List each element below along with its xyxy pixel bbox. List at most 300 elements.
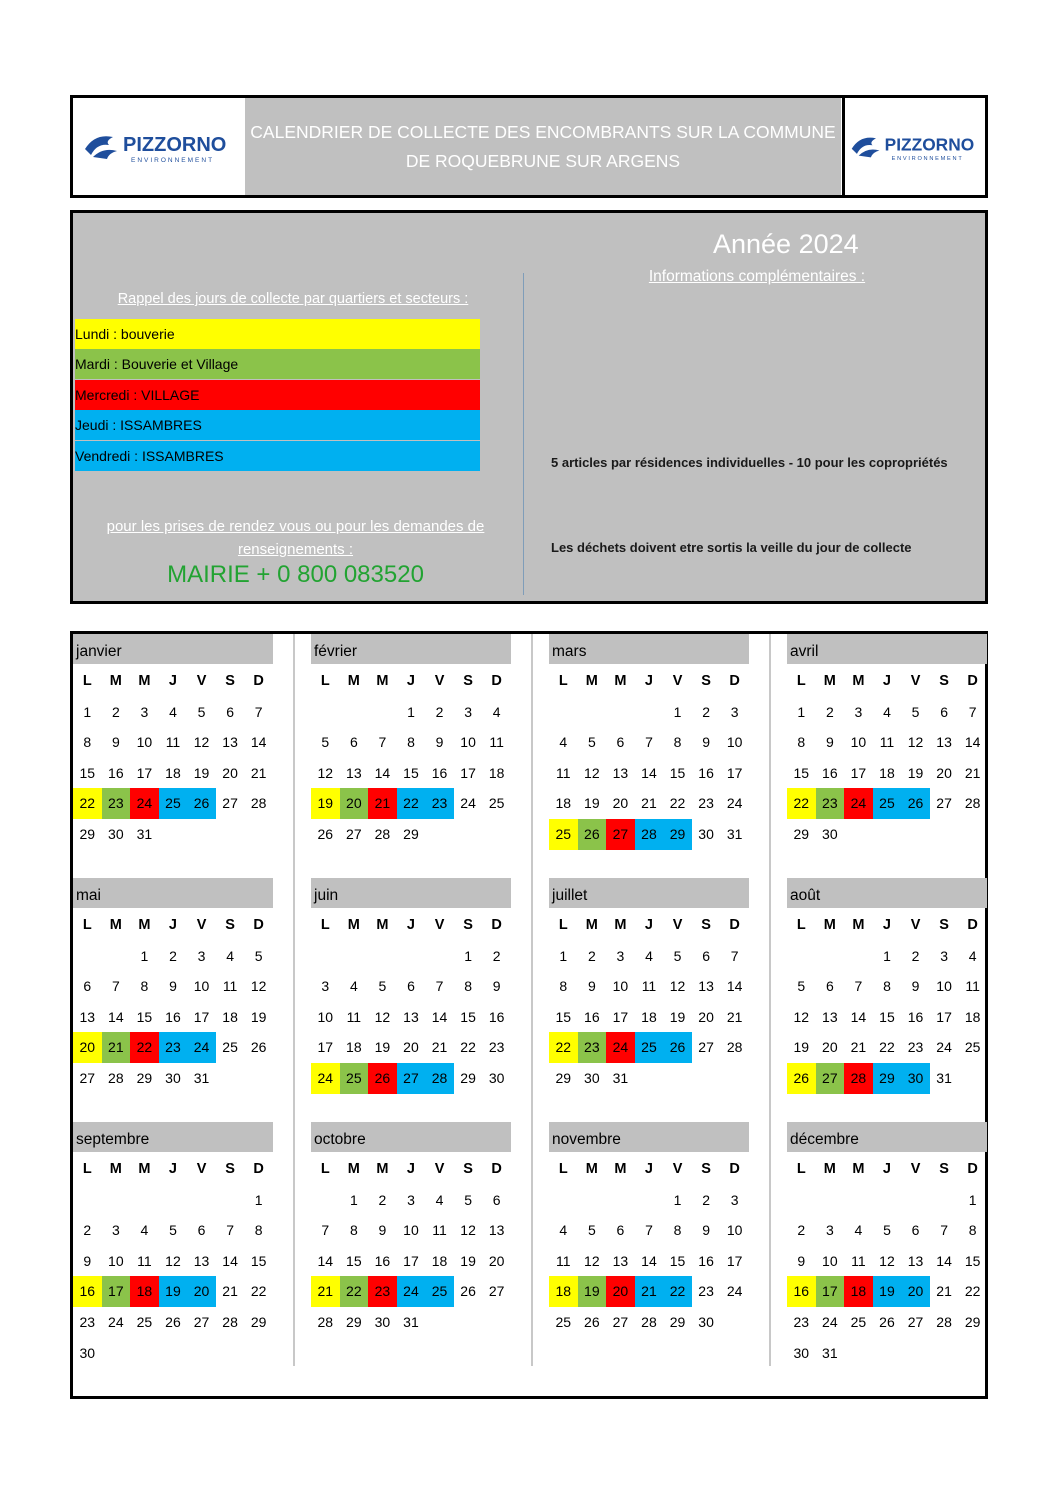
day-cell: 2: [825, 703, 834, 720]
day-cell: 3: [825, 1222, 834, 1239]
weekday-header: [787, 1154, 987, 1185]
day-cell: 1: [140, 947, 149, 964]
day-cell: 3: [321, 978, 330, 995]
empty-day-cell: [901, 1338, 930, 1369]
weekday-label: M: [109, 917, 122, 933]
day-cell: 12: [669, 978, 686, 995]
weekday-label: M: [109, 1161, 122, 1177]
day-cell: 6: [911, 1222, 920, 1239]
day-cell: 5: [254, 947, 263, 964]
day-cell: 17: [193, 1008, 210, 1025]
month-9: [73, 1122, 273, 1368]
day-cell: 30: [374, 1313, 391, 1330]
day-cell: 30: [698, 1313, 714, 1330]
day-cell: 4: [492, 703, 501, 720]
empty-day-cell: [930, 819, 959, 850]
collection-day-cell: 18: [130, 1276, 159, 1307]
day-cell: 3: [940, 947, 948, 964]
day-cell: 1: [464, 947, 472, 964]
logo-text: PIZZORNO: [884, 133, 975, 154]
day-cell: 8: [797, 734, 806, 751]
week-row: [549, 1307, 749, 1338]
week-row: [787, 1063, 987, 1094]
week-row: [73, 1063, 273, 1094]
day-cell: 3: [730, 703, 739, 720]
week-row: [787, 1002, 987, 1033]
weekday-label: V: [434, 1161, 445, 1177]
day-cell: 13: [488, 1222, 505, 1239]
day-cell: 28: [374, 825, 391, 842]
weekday-label: D: [253, 673, 264, 689]
day-cell: 11: [346, 1008, 362, 1025]
day-cell: 31: [403, 1313, 419, 1330]
day-cell: 16: [907, 1008, 924, 1025]
day-cell: 11: [851, 1252, 866, 1269]
month-title: janvier: [73, 634, 273, 664]
empty-day-cell: [130, 1338, 159, 1369]
day-cell: 23: [79, 1313, 96, 1330]
day-cell: 21: [964, 764, 981, 781]
week-row: [311, 697, 511, 728]
collection-day-cell: 23: [159, 1032, 188, 1063]
day-cell: 4: [854, 1222, 863, 1239]
day-cell: 19: [907, 764, 924, 781]
empty-day-cell: [578, 697, 607, 728]
day-cell: 27: [488, 1283, 505, 1300]
day-cell: 10: [136, 734, 153, 751]
day-cell: 14: [317, 1252, 334, 1269]
day-cell: 2: [797, 1222, 806, 1239]
day-cell: 27: [907, 1313, 924, 1330]
empty-day-cell: [187, 819, 216, 850]
week-row: [73, 1215, 273, 1246]
day-cell: 1: [883, 947, 891, 964]
week-row: [311, 941, 511, 972]
day-cell: 26: [250, 1039, 267, 1056]
weekday-label: L: [558, 673, 568, 689]
pizzorno-logo: [842, 98, 985, 195]
day-cell: 28: [250, 795, 267, 812]
weekday-header: [73, 666, 273, 697]
day-cell: 29: [669, 1313, 686, 1330]
week-row: [311, 1215, 511, 1246]
weekday-label: V: [196, 673, 207, 689]
day-cell: 19: [374, 1039, 391, 1056]
month-5: [73, 878, 273, 1094]
week-row: [787, 788, 987, 819]
day-cell: 3: [464, 703, 472, 720]
day-cell: 8: [407, 734, 415, 751]
legend-item: Lundi : bouverie: [75, 319, 480, 349]
day-cell: 14: [374, 764, 391, 781]
collection-day-cell: 20: [340, 788, 369, 819]
day-cell: 13: [193, 1252, 210, 1269]
day-cell: 18: [964, 1008, 981, 1025]
collection-day-cell: 29: [873, 1063, 902, 1094]
day-cell: 17: [936, 1008, 952, 1025]
day-cell: 18: [488, 764, 505, 781]
day-cell: 8: [673, 734, 682, 751]
collection-day-cell: 24: [844, 788, 873, 819]
day-cell: 30: [698, 825, 714, 842]
appointment-text: [73, 515, 518, 561]
week-row: [311, 1032, 511, 1063]
collection-day-cell: 27: [397, 1063, 426, 1094]
day-cell: 6: [349, 734, 358, 751]
day-cell: 13: [698, 978, 714, 995]
day-cell: 15: [669, 1252, 686, 1269]
week-row: [549, 1215, 749, 1246]
day-cell: 28: [317, 1313, 334, 1330]
pizzorno-logo: [73, 98, 243, 195]
weekday-label: M: [585, 917, 598, 933]
day-cell: 7: [730, 947, 739, 964]
empty-day-cell: [311, 1185, 340, 1216]
day-cell: 28: [222, 1313, 238, 1330]
day-cell: 18: [641, 1008, 657, 1025]
day-cell: 16: [698, 1252, 714, 1269]
weekday-label: V: [196, 1161, 207, 1177]
week-row: [311, 1276, 511, 1307]
month-2: [311, 634, 511, 850]
weekday-label: M: [138, 1161, 151, 1177]
weekday-label: M: [823, 1161, 836, 1177]
header: [70, 95, 988, 198]
day-cell: 20: [822, 1039, 838, 1056]
weekday-label: V: [910, 917, 921, 933]
weekday-label: V: [910, 1161, 921, 1177]
day-cell: 31: [822, 1344, 838, 1361]
week-row: [549, 758, 749, 789]
day-cell: 29: [250, 1313, 267, 1330]
appointment-line-2: renseignements :: [237, 541, 354, 558]
collection-day-cell: 25: [635, 1032, 664, 1063]
day-cell: 27: [346, 825, 362, 842]
day-cell: 1: [673, 703, 682, 720]
weekday-label: D: [967, 673, 978, 689]
day-cell: 20: [403, 1039, 419, 1056]
week-row: [787, 758, 987, 789]
day-cell: 14: [936, 1252, 952, 1269]
empty-day-cell: [216, 1185, 245, 1216]
day-cell: 17: [317, 1039, 334, 1056]
weekday-label: D: [729, 917, 740, 933]
week-row: [311, 758, 511, 789]
day-cell: 22: [964, 1283, 981, 1300]
empty-day-cell: [663, 1063, 692, 1094]
day-cell: 7: [854, 978, 863, 995]
weekday-label: D: [491, 1161, 502, 1177]
day-cell: 21: [641, 795, 657, 812]
empty-day-cell: [73, 941, 102, 972]
info-panel: [70, 210, 988, 604]
day-cell: 4: [559, 734, 568, 751]
day-cell: 10: [317, 1008, 334, 1025]
weekday-label: M: [852, 917, 865, 933]
day-cell: 2: [435, 703, 444, 720]
empty-day-cell: [340, 941, 369, 972]
weekday-label: S: [701, 917, 711, 933]
week-row: [549, 1063, 749, 1094]
month-title: octobre: [311, 1122, 511, 1152]
day-cell: 6: [226, 703, 234, 720]
day-cell: 9: [492, 978, 501, 995]
empty-day-cell: [368, 941, 397, 972]
day-cell: 26: [879, 1313, 895, 1330]
day-cell: 21: [431, 1039, 448, 1056]
day-cell: 16: [584, 1008, 600, 1025]
weekday-header: [73, 910, 273, 941]
empty-day-cell: [901, 1185, 930, 1216]
collection-day-cell: 28: [844, 1063, 873, 1094]
day-cell: 15: [346, 1252, 362, 1269]
weekday-label: D: [967, 1161, 978, 1177]
day-cell: 23: [698, 1283, 714, 1300]
day-cell: 18: [346, 1039, 362, 1056]
empty-day-cell: [549, 697, 578, 728]
weekday-label: M: [823, 673, 836, 689]
collection-day-cell: 22: [787, 788, 816, 819]
day-cell: 25: [222, 1039, 238, 1056]
empty-day-cell: [930, 1338, 959, 1369]
month-title: avril: [787, 634, 987, 664]
day-cell: 12: [250, 978, 267, 995]
day-cell: 3: [730, 1191, 739, 1208]
reminder-heading: Rappel des jours de collecte par quartiers et secteurs :: [117, 291, 469, 307]
day-cell: 27: [936, 795, 952, 812]
day-cell: 27: [79, 1069, 96, 1086]
day-cell: 14: [964, 734, 981, 751]
day-cell: 14: [726, 978, 743, 995]
collection-day-cell: 23: [368, 1276, 397, 1307]
day-cell: 3: [111, 1222, 120, 1239]
collection-day-cell: 21: [102, 1032, 131, 1063]
empty-day-cell: [482, 1307, 511, 1338]
day-cell: 2: [83, 1222, 92, 1239]
weekday-label: V: [910, 673, 921, 689]
collection-day-cell: 23: [816, 788, 845, 819]
day-cell: 26: [584, 1313, 600, 1330]
day-cell: 11: [879, 734, 895, 751]
weekday-label: S: [225, 917, 235, 933]
day-cell: 28: [641, 1313, 657, 1330]
day-cell: 12: [584, 764, 600, 781]
weekday-label: L: [320, 673, 330, 689]
day-cell: 1: [797, 703, 806, 720]
day-cell: 9: [169, 978, 177, 995]
collection-day-cell: 18: [844, 1276, 873, 1307]
day-cell: 26: [460, 1283, 476, 1300]
empty-day-cell: [216, 1063, 245, 1094]
day-cell: 31: [726, 825, 743, 842]
logo-subtext: ENVIRONNEMENT: [131, 156, 215, 164]
collection-day-cell: 20: [606, 1276, 635, 1307]
empty-day-cell: [159, 1185, 188, 1216]
day-cell: 8: [883, 978, 891, 995]
day-cell: 17: [850, 764, 867, 781]
day-cell: 24: [936, 1039, 952, 1056]
weekday-label: M: [852, 1161, 865, 1177]
weekday-label: V: [434, 917, 445, 933]
empty-day-cell: [958, 1063, 987, 1094]
weekday-label: M: [347, 673, 360, 689]
weekday-label: L: [558, 1161, 568, 1177]
week-row: [787, 1276, 987, 1307]
collection-day-cell: 24: [187, 1032, 216, 1063]
day-cell: 15: [879, 1008, 895, 1025]
week-row: [73, 1246, 273, 1277]
empty-day-cell: [787, 941, 816, 972]
day-cell: 25: [964, 1039, 981, 1056]
day-cell: 23: [698, 795, 714, 812]
day-cell: 16: [431, 764, 448, 781]
collection-day-cell: 21: [368, 788, 397, 819]
day-cell: 12: [460, 1222, 476, 1239]
weekday-label: L: [796, 1161, 806, 1177]
empty-day-cell: [930, 1185, 959, 1216]
weekday-header: [549, 1154, 749, 1185]
day-cell: 11: [165, 734, 181, 751]
weekday-label: D: [491, 917, 502, 933]
weekday-label: V: [434, 673, 445, 689]
day-cell: 30: [822, 825, 838, 842]
day-cell: 2: [702, 703, 710, 720]
collection-day-cell: 24: [311, 1063, 340, 1094]
collection-day-cell: 21: [635, 1276, 664, 1307]
day-cell: 30: [108, 825, 124, 842]
week-row: [549, 941, 749, 972]
weekday-label: D: [729, 1161, 740, 1177]
day-cell: 23: [907, 1039, 924, 1056]
day-cell: 8: [968, 1222, 977, 1239]
day-cell: 7: [226, 1222, 234, 1239]
day-cell: 8: [464, 978, 472, 995]
week-row: [549, 788, 749, 819]
day-cell: 13: [612, 764, 629, 781]
day-cell: 5: [197, 703, 206, 720]
weekday-label: S: [701, 1161, 711, 1177]
collection-day-cell: 24: [130, 788, 159, 819]
week-row: [787, 1246, 987, 1277]
day-cell: 4: [883, 703, 891, 720]
weekday-label: M: [109, 673, 122, 689]
day-cell: 9: [587, 978, 596, 995]
day-cell: 9: [111, 734, 120, 751]
day-cell: 21: [222, 1283, 238, 1300]
day-cell: 16: [108, 764, 124, 781]
collection-day-cell: 16: [787, 1276, 816, 1307]
week-row: [549, 727, 749, 758]
empty-day-cell: [844, 819, 873, 850]
week-row: [73, 1002, 273, 1033]
collection-day-cell: 19: [578, 1276, 607, 1307]
day-cell: 7: [111, 978, 120, 995]
day-cell: 7: [645, 734, 653, 751]
weekday-label: J: [168, 917, 177, 933]
empty-day-cell: [244, 819, 273, 850]
empty-day-cell: [73, 1185, 102, 1216]
empty-day-cell: [901, 819, 930, 850]
empty-day-cell: [482, 819, 511, 850]
day-cell: 7: [435, 978, 444, 995]
weekday-label: S: [463, 1161, 473, 1177]
week-row: [549, 1276, 749, 1307]
weekday-header: [73, 1154, 273, 1185]
day-cell: 14: [222, 1252, 238, 1269]
weekday-header: [311, 1154, 511, 1185]
week-row: [73, 727, 273, 758]
weekday-label: S: [939, 1161, 949, 1177]
weekday-label: J: [406, 1161, 415, 1177]
day-cell: 20: [612, 795, 629, 812]
day-cell: 17: [403, 1252, 419, 1269]
day-cell: 5: [797, 978, 806, 995]
empty-day-cell: [635, 1185, 664, 1216]
empty-day-cell: [816, 941, 845, 972]
collection-day-cell: 25: [159, 788, 188, 819]
phone-number: MAIRIE + 0 800 083520: [167, 561, 424, 588]
week-row: [549, 819, 749, 850]
day-cell: 27: [222, 795, 238, 812]
day-cell: 14: [641, 1252, 657, 1269]
weekday-label: L: [796, 917, 806, 933]
collection-day-cell: 28: [635, 819, 664, 850]
day-cell: 3: [140, 703, 149, 720]
day-cell: 9: [702, 734, 710, 751]
day-cell: 10: [403, 1222, 419, 1239]
empty-day-cell: [425, 941, 454, 972]
day-cell: 2: [587, 947, 596, 964]
day-cell: 7: [378, 734, 387, 751]
day-cell: 6: [492, 1191, 501, 1208]
empty-day-cell: [216, 819, 245, 850]
collection-day-cell: 26: [787, 1063, 816, 1094]
day-cell: 14: [641, 764, 657, 781]
day-cell: 6: [616, 734, 625, 751]
day-cell: 12: [793, 1008, 810, 1025]
week-row: [787, 1032, 987, 1063]
empty-day-cell: [102, 941, 131, 972]
day-cell: 18: [165, 764, 181, 781]
day-cell: 12: [317, 764, 334, 781]
day-cell: 25: [488, 795, 505, 812]
weekday-label: M: [852, 673, 865, 689]
day-cell: 23: [793, 1313, 810, 1330]
day-cell: 2: [702, 1191, 710, 1208]
day-cell: 11: [965, 978, 980, 995]
month-7: [549, 878, 749, 1094]
day-cell: 2: [169, 947, 177, 964]
week-row: [311, 727, 511, 758]
week-row: [549, 1246, 749, 1277]
empty-day-cell: [873, 1185, 902, 1216]
day-cell: 1: [349, 1191, 358, 1208]
day-cell: 15: [403, 764, 419, 781]
day-cell: 10: [726, 734, 743, 751]
info-subtitle: Informations complémentaires :: [648, 268, 866, 285]
day-cell: 24: [822, 1313, 838, 1330]
collection-day-cell: 22: [340, 1276, 369, 1307]
week-row: [549, 697, 749, 728]
empty-day-cell: [425, 819, 454, 850]
day-cell: 26: [165, 1313, 181, 1330]
day-cell: 6: [825, 978, 834, 995]
week-row: [787, 971, 987, 1002]
weekday-label: M: [823, 917, 836, 933]
week-row: [787, 1215, 987, 1246]
day-cell: 13: [403, 1008, 419, 1025]
legend-item: Mardi : Bouverie et Village: [75, 349, 480, 379]
